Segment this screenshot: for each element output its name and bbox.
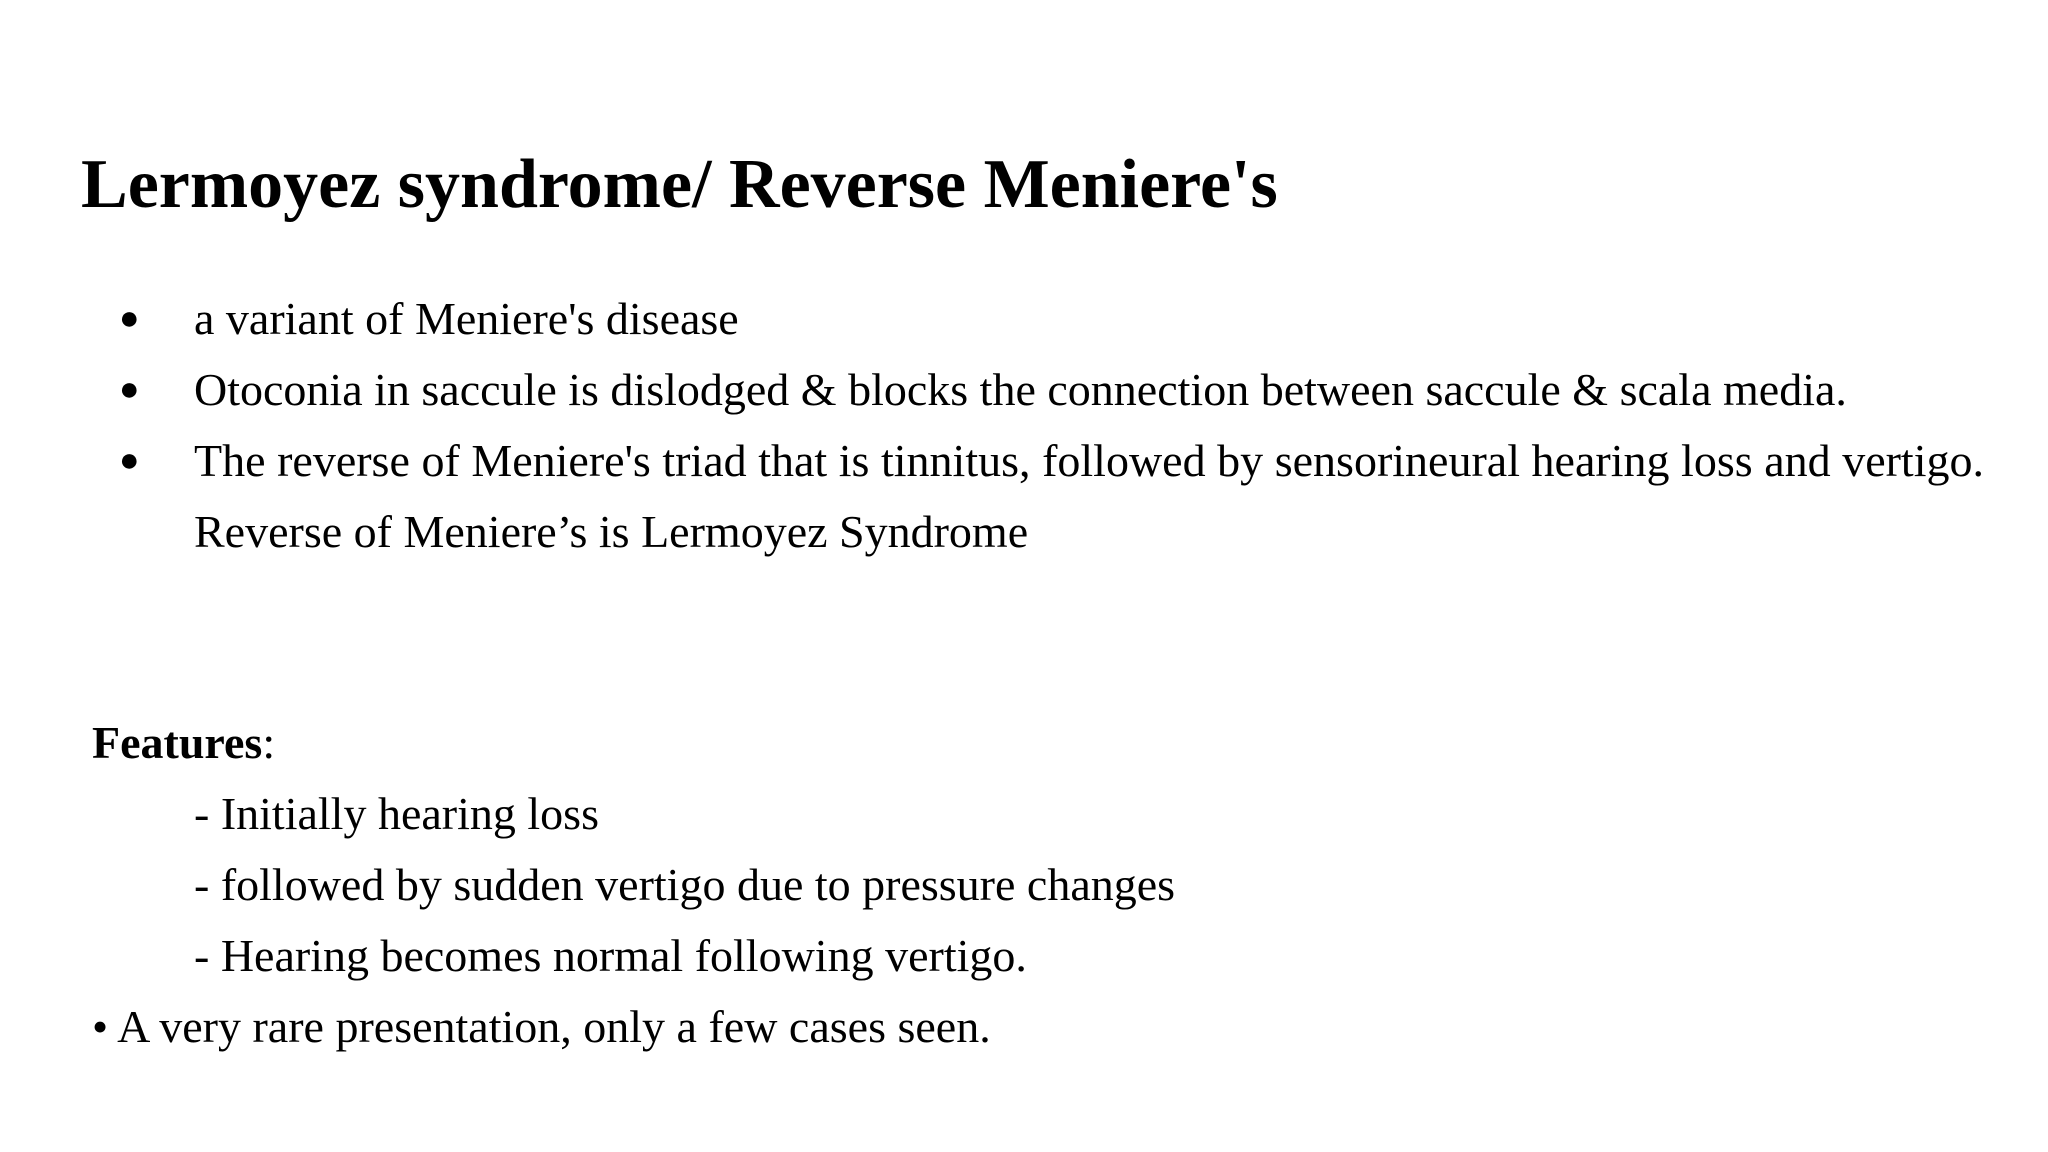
bullet-icon: ● bbox=[119, 300, 140, 337]
features-colon: : bbox=[262, 717, 276, 768]
bullet-text: a variant of Meniere's disease bbox=[194, 293, 739, 344]
features-label: Features bbox=[92, 717, 263, 768]
bullet-item bbox=[0, 354, 2048, 425]
features-list bbox=[194, 778, 1175, 991]
bullet-item bbox=[0, 283, 2048, 354]
bullet-text: The reverse of Meniere's triad that is tinnitus, followed by sensorineural hearing loss and vertigo. Reverse of Meniere’s is Lermoyez Syndrome bbox=[194, 435, 1984, 557]
features-heading bbox=[92, 707, 275, 778]
rarity-note: • A very rare presentation, only a few cases seen. bbox=[92, 1001, 991, 1052]
feature-item: - Hearing becomes normal following vertigo. bbox=[194, 930, 1027, 981]
bullet-icon: ● bbox=[119, 442, 140, 479]
feature-item: - Initially hearing loss bbox=[194, 788, 599, 839]
bullet-item bbox=[0, 425, 2048, 567]
feature-item: - followed by sudden vertigo due to pressure changes bbox=[194, 859, 1176, 910]
bullet-text: Otoconia in saccule is dislodged & blocks the connection between saccule & scala media. bbox=[194, 364, 1847, 415]
slide-title: Lermoyez syndrome/ Reverse Meniere's bbox=[81, 146, 1278, 223]
bullet-icon: ● bbox=[119, 371, 140, 408]
bullet-list bbox=[0, 283, 2048, 567]
